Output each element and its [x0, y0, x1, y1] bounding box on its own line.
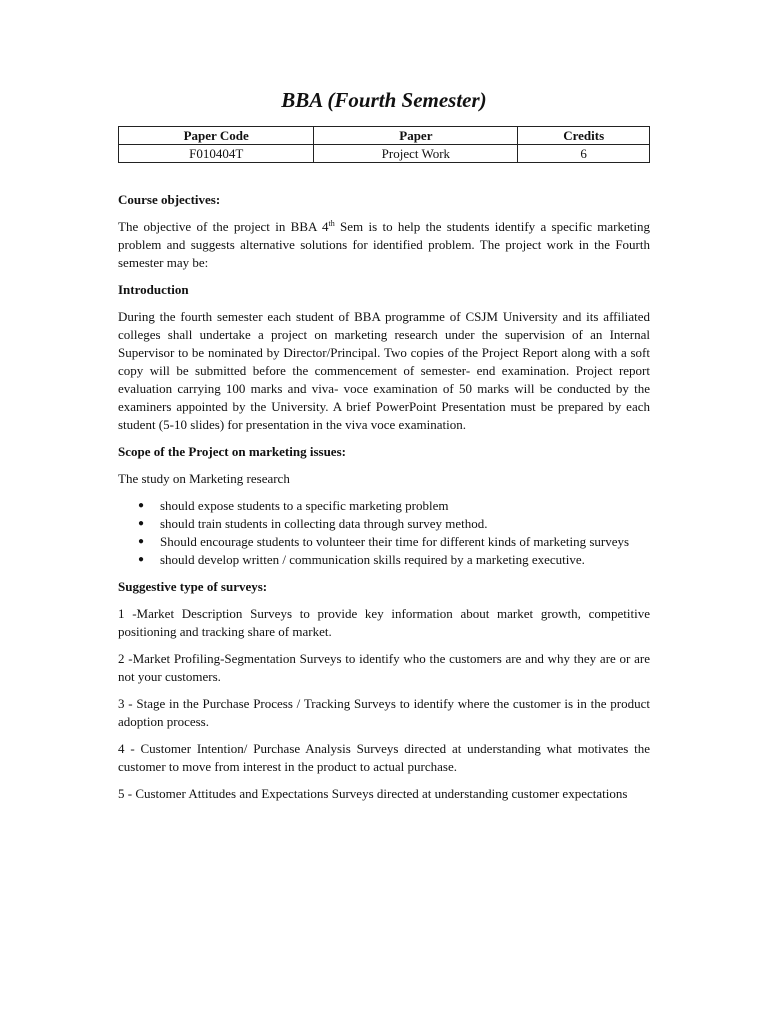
objectives-text-end: Sem is to help the students identify a specific marketing problem and suggests alternative solutions for identified problem. The project work in the Fourth semester may be: — [118, 219, 650, 270]
introduction-heading: Introduction — [118, 282, 189, 297]
list-item-text: should expose students to a specific marketing problem — [160, 498, 449, 513]
list-item-text: should train students in collecting data through survey method. — [160, 516, 488, 531]
list-item — [138, 515, 650, 533]
document-page — [118, 86, 650, 812]
course-table-header-row — [119, 127, 650, 145]
list-item-text: Should encourage students to volunteer their time for different kinds of marketing surveys — [160, 534, 630, 549]
list-item — [138, 533, 650, 551]
course-table — [118, 126, 650, 163]
bullet-icon: ● — [138, 518, 145, 529]
surveys-heading: Suggestive type of surveys: — [118, 579, 268, 594]
header-credits: Credits — [518, 127, 650, 145]
document-title: BBA (Fourth Semester) — [281, 88, 487, 112]
header-paper-code: Paper Code — [119, 127, 314, 145]
list-item — [138, 551, 650, 569]
course-objectives-heading: Course objectives: — [118, 192, 221, 207]
survey-item-4: 4 - Customer Intention/ Purchase Analysis Surveys directed at understanding what motivates the customer to move from interest in the product to actual purchase. — [118, 741, 650, 774]
bullet-icon: ● — [138, 554, 145, 565]
objectives-superscript: th — [328, 219, 335, 228]
survey-item-3: 3 - Stage in the Purchase Process / Tracking Surveys to identify where the customer is in the product adoption process. — [118, 696, 650, 729]
scope-heading: Scope of the Project on marketing issues: — [118, 444, 346, 459]
header-paper: Paper — [314, 127, 518, 145]
cell-credits: 6 — [518, 145, 650, 163]
scope-intro: The study on Marketing research — [118, 471, 290, 486]
cell-paper-code: F010404T — [119, 145, 314, 163]
course-table-row — [119, 145, 650, 163]
scope-bullet-list — [118, 497, 650, 569]
list-item — [138, 497, 650, 515]
course-objectives-text — [118, 218, 650, 272]
cell-paper: Project Work — [314, 145, 518, 163]
objectives-text-start: The objective of the project in BBA 4 — [118, 219, 329, 234]
survey-item-5: 5 - Customer Attitudes and Expectations Surveys directed at understanding customer expectations — [118, 786, 628, 801]
survey-item-2: 2 -Market Profiling-Segmentation Surveys to identify who the customers are and why they are or are not your customers. — [118, 651, 650, 684]
survey-item-1: 1 -Market Description Surveys to provide key information about market growth, competitive positioning and tracking share of market. — [118, 606, 650, 639]
bullet-icon: ● — [138, 536, 145, 547]
introduction-text: During the fourth semester each student of BBA programme of CSJM University and its affiliated colleges shall undertake a project on marketing research under the supervision of an Internal Supervisor to be nominated by Director/Principal. Two copies of the Project Report along with a soft copy will be submitted before the commencement of semester- end examination. Project report evaluation carrying 100 marks and viva- voce examination of 50 marks will be conducted by the examiners appointed by the University. A brief PowerPoint Presentation must be prepared by each student (5-10 slides) for presentation in the viva voce examination. — [118, 309, 650, 432]
bullet-icon: ● — [138, 500, 145, 511]
list-item-text: should develop written / communication skills required by a marketing executive. — [160, 552, 585, 567]
